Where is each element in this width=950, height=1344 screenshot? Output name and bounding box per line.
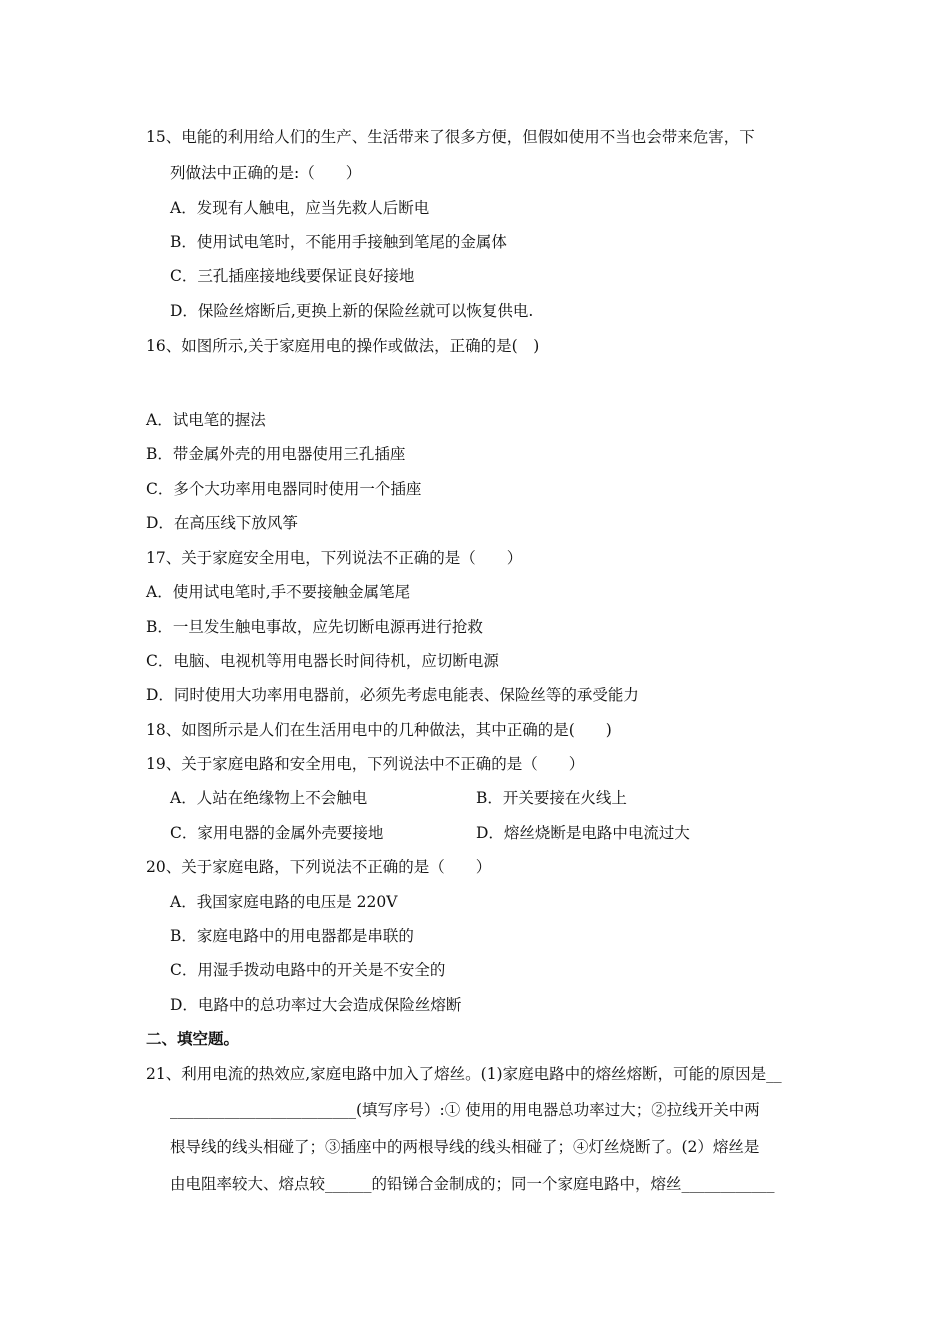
q16-stem: 16、如图所示,关于家庭用电的操作或做法，正确的是( ) xyxy=(146,337,540,355)
q19-option-d: D．熔丝烧断是电路中电流过大 xyxy=(476,824,690,842)
q19-stem: 19、关于家庭电路和安全用电，下列说法中不正确的是（ ） xyxy=(146,755,585,773)
q17-option-c: C．电脑、电视机等用电器长时间待机，应切断电源 xyxy=(146,652,499,670)
q21-line3: 根导线的线头相碰了；③插座中的两根导线的线头相碰了；④灯丝烧断了。(2）熔丝是 xyxy=(170,1138,760,1156)
section-heading-fill-in: 二、填空题。 xyxy=(146,1029,240,1048)
q17-option-d: D．同时使用大功率用电器前，必须先考虑电能表、保险丝等的承受能力 xyxy=(146,686,639,704)
q16-option-c: C．多个大功率用电器同时使用一个插座 xyxy=(146,480,422,498)
q15-option-a: A．发现有人触电，应当先救人后断电 xyxy=(170,199,430,217)
q21-line1: 21、利用电流的热效应,家庭电路中加入了熔丝。(1)家庭电路中的熔丝熔断，可能的原因是__ xyxy=(146,1065,782,1083)
q15-stem-line2: 列做法中正确的是:（ ） xyxy=(170,164,362,182)
q15-option-c: C．三孔插座接地线要保证良好接地 xyxy=(170,267,415,285)
q19-option-a: A．人站在绝缘物上不会触电 xyxy=(170,789,368,807)
q19-option-b: B．开关要接在火线上 xyxy=(476,789,627,807)
q16-option-b: B．带金属外壳的用电器使用三孔插座 xyxy=(146,445,406,463)
q15-stem-line1: 15、电能的利用给人们的生产、生活带来了很多方便，但假如使用不当也会带来危害，下 xyxy=(146,128,755,146)
q20-option-c: C．用湿手拨动电路中的开关是不安全的 xyxy=(170,961,446,979)
q20-option-b: B．家庭电路中的用电器都是串联的 xyxy=(170,927,414,945)
q15-option-d: D．保险丝熔断后,更换上新的保险丝就可以恢复供电. xyxy=(170,302,534,320)
q16-option-a: A．试电笔的握法 xyxy=(146,411,266,429)
q15-option-b: B．使用试电笔时，不能用手接触到笔尾的金属体 xyxy=(170,233,507,251)
q20-option-a: A．我国家庭电路的电压是 220V xyxy=(170,893,398,911)
q19-option-c: C．家用电器的金属外壳要接地 xyxy=(170,824,384,842)
q21-line2: ________________________(填写序号）:① 使用的用电器总功率过大；②拉线开关中两 xyxy=(170,1101,760,1119)
q16-option-d: D．在高压线下放风筝 xyxy=(146,514,298,532)
q18-stem: 18、如图所示是人们在生活用电中的几种做法，其中正确的是( ) xyxy=(146,721,612,739)
q21-line4: 由电阻率较大、熔点较______的铅锑合金制成的；同一个家庭电路中，熔丝____________ xyxy=(170,1175,775,1193)
q17-stem: 17、关于家庭安全用电，下列说法不正确的是（ ） xyxy=(146,549,523,567)
q20-option-d: D．电路中的总功率过大会造成保险丝熔断 xyxy=(170,996,462,1014)
q17-option-a: A．使用试电笔时,手不要接触金属笔尾 xyxy=(146,583,411,601)
q20-stem: 20、关于家庭电路，下列说法不正确的是（ ） xyxy=(146,858,492,876)
q17-option-b: B．一旦发生触电事故，应先切断电源再进行抢救 xyxy=(146,618,483,636)
